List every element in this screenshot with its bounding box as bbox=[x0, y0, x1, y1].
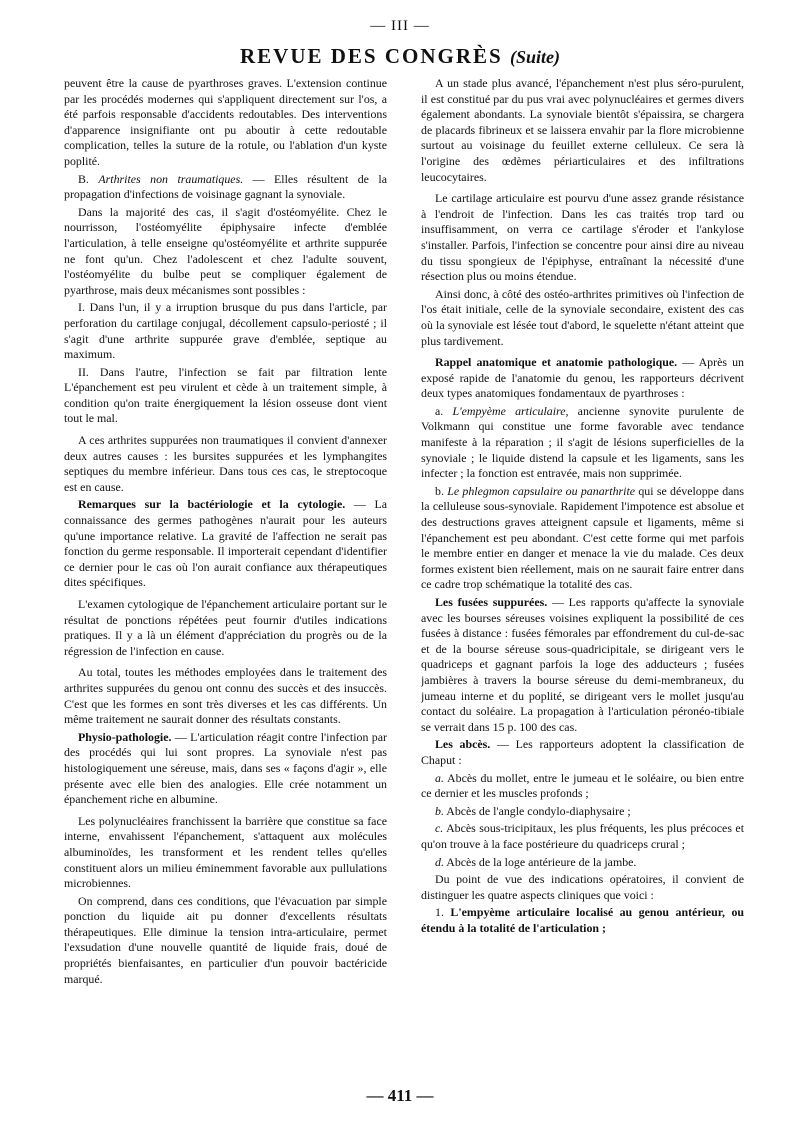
paragraph-text: — La connaissance des germes pathogènes n'aurait pour les auteurs qu'une importance relative. La gravité de l'affection ne serait pas fonction du germe responsable. Il importerait cependant d'identifier ce dernier pour le cas où l'on aurait confiance aux thérapeutiques dites spécifiques. bbox=[64, 497, 387, 590]
paragraph-text: — Les rapports qu'affecte la synoviale avec les bourses séreuses voisines expliquent la possibilité de ces fusées à distance : fusées fémorales par effondrement du cul-de-sac et de la bourse séreuse sous-quadricipitale, se dirigeant vers le quadriceps et gagnant parfois la loge des adducteurs ; fusées jambières à travers la bourse séreuse du demi-membraneux, du jumeau interne et du poplité, se dirigeant vers le mollet jusqu'au contact du soléaire. La propagation à l'articulation péronéo-tibiale se verrait dans 15 p. 100 des cas. bbox=[421, 595, 744, 734]
paragraph bbox=[421, 905, 744, 936]
paragraph bbox=[64, 730, 387, 808]
paragraph bbox=[421, 76, 744, 185]
paragraph bbox=[64, 205, 387, 299]
section-heading: Rappel anatomique et anatomie pathologique. bbox=[435, 355, 678, 370]
paragraph-text: Au total, toutes les méthodes employées dans le traitement des arthrites suppurées du genou ont connu des succès et des insuccès. C'est que les formes en sont très diverses et les cas différents. Un même traitement ne saurait donner des résultats constants. bbox=[64, 665, 387, 727]
paragraph-text: II. Dans l'autre, l'infection se fait par filtration lente L'épanchement est peu virulent et cède à un traitement simple, à condition qu'on traite énergiquement la lésion osseuse dont vient tout le mal. bbox=[64, 364, 387, 426]
paragraph bbox=[421, 191, 744, 285]
running-header bbox=[0, 44, 800, 69]
italic-label: Arthrites non traumatiques. bbox=[98, 171, 244, 186]
page-number: — 411 — bbox=[366, 1086, 434, 1105]
paragraph-text: ancienne synovite purulente de Volkmann qui constitue une forme favorable avec tendance manifeste à la réparation ; il s'agit de lésions superficielles de la synoviale ; le liquide distend la capsule et les ligaments, sans les infecter ; la fonction est entravée, mais non supprimée. bbox=[421, 403, 744, 481]
paragraph bbox=[421, 737, 744, 768]
paragraph-text: Abcès de l'angle condylo-diaphysaire ; bbox=[443, 803, 631, 818]
paragraph bbox=[421, 595, 744, 735]
left-column bbox=[64, 76, 387, 1086]
paragraph-text: peuvent être la cause de pyarthroses graves. L'extension continue par les procédés modernes qui s'appliquent directement sur l'os, a été parfois responsable d'accidents redoutables. Des interventions d'apparence insignifiante ont pu aboutir à cette redoutable complication, telles la suture de la rotule, ou l'ablation d'un kyste poplité. bbox=[64, 76, 387, 168]
paragraph-text: Abcès de la loge antérieure de la jambe. bbox=[443, 854, 637, 869]
paragraph-text: Ainsi donc, à côté des ostéo-arthrites primitives où l'infection de l'os était initiale, celle de la synoviale secondaire, existent des cas où la synoviale est lésée tout d'abord, le squelette n'étant atteint que plus tardivement. bbox=[421, 286, 744, 348]
header-title: REVUE DES CONGRÈS bbox=[240, 44, 503, 68]
paragraph-text: qui se développe dans la celluleuse sous-synoviale. Rapidement l'impotence est absolue et des destructions graves atteignent capsule et ligaments, même si l'épanchement est peu abondant. C'est cette forme qui met parfois le membre entier en danger et menace la vie du malade. Ces deux formes existent bien réellement, mais on ne saurait faire entrer dans ce cadre trop schématique la totalité des cas. bbox=[421, 483, 744, 592]
right-column bbox=[421, 76, 744, 1086]
paragraph bbox=[421, 484, 744, 593]
paragraph bbox=[64, 365, 387, 427]
italic-label: L'empyème articulaire, bbox=[452, 403, 569, 418]
italic-label: Le phlegmon capsulaire ou panarthrite bbox=[447, 483, 636, 498]
paragraph bbox=[421, 821, 744, 852]
paragraph-text: — Les rapporteurs adoptent la classification de Chaput : bbox=[421, 737, 744, 767]
paragraph-text: — Après un exposé rapide de l'anatomie du genou, les rapporteurs décrivent deux types anatomiques fondamentaux de pyarthroses : bbox=[421, 355, 744, 401]
paragraph bbox=[421, 355, 744, 402]
paragraph bbox=[421, 872, 744, 903]
paragraph-text: Le cartilage articulaire est pourvu d'une assez grande résistance à l'endroit de l'infection. Dans les cas traités trop tard ou insuffisamment, on verra ce cartilage s'éroder et l'ankylose s'installer. Parfois, l'infection se concentre pour ainsi dire au niveau du tissu spongieux de l'épiphyse, entraînant la nécessité d'une résection plus ou moins étendue. bbox=[421, 191, 744, 284]
italic-label: b. bbox=[435, 803, 444, 818]
paragraph-text: A ces arthrites suppurées non traumatiques il convient d'annexer deux autres causes : les bursites suppurées et les lymphangites septiques du membre inférieur. Dans tous ces cas, le streptocoque est en cause. bbox=[64, 433, 387, 494]
paragraph bbox=[421, 771, 744, 802]
paragraph bbox=[64, 597, 387, 659]
paragraph bbox=[421, 287, 744, 349]
paragraph-text: Dans la majorité des cas, il s'agit d'ostéomyélite. Chez le nourrisson, l'ostéomyélite épiphysaire infecte d'emblée l'articulation, à telle enseigne qu'ostéomyélite et arthrite suppurée ne font qu'un. Chez l'adolescent et chez l'adulte souvent, l'ostéomyélite du bulbe peut se compliquer également de pyarthrose, mais deux mécanismes sont possibles : bbox=[64, 204, 387, 297]
paragraph-text: L'examen cytologique de l'épanchement articulaire portant sur le résultat de ponctions répétées peut fournir d'utiles indications pratiques. Il y a là un élément d'appréciation du progrès ou de la régression de l'infection en cause. bbox=[64, 597, 387, 658]
list-marker: a. bbox=[435, 403, 453, 418]
paragraph bbox=[64, 300, 387, 362]
paragraph bbox=[64, 172, 387, 203]
bold-item: L'empyème articulaire localisé au genou antérieur, ou étendu à la totalité de l'articulation ; bbox=[421, 905, 744, 935]
paragraph-text: Abcès sous-tricipitaux, les plus fréquents, les plus précoces et qu'on trouve à la face postérieure du quadriceps crural ; bbox=[421, 821, 744, 851]
section-heading: Remarques sur la bactériologie et la cytologie. bbox=[78, 497, 346, 512]
list-marker: B. bbox=[78, 171, 99, 186]
paragraph bbox=[64, 76, 387, 170]
section-folio: — III — bbox=[370, 18, 430, 34]
paragraph bbox=[421, 404, 744, 482]
section-heading: Les abcès. bbox=[435, 737, 491, 752]
section-heading: Physio-pathologie. bbox=[78, 729, 172, 744]
paragraph-text: On comprend, dans ces conditions, que l'évacuation par simple ponction du liquide ait pu donner d'excellents résultats thérapeutiques. Elle diminue la tension intra-articulaire, permet l'exsudation d'une nouvelle quantité de liquide frais, doué de propriétés bienfaisantes, en particulier d'un pouvoir bactéricide marqué. bbox=[64, 893, 387, 986]
paragraph-text: A un stade plus avancé, l'épanchement n'est plus séro-purulent, il est constitué par du pus vrai avec polynucléaires et germes divers également abondants. La synoviale bientôt s'épaissira, se chargera de placards fibrineux et se laissera envahir par la flore microbienne surtout au voisinage du feuillet externe celluleux. Ce sera là l'origine des œdèmes périarticulaires et des infiltrations leucocytaires. bbox=[421, 76, 744, 184]
paragraph bbox=[64, 814, 387, 892]
paragraph-text: Du point de vue des indications opératoires, il convient de distinguer les quatre aspects cliniques que voici : bbox=[421, 872, 744, 902]
paragraph-text: Abcès du mollet, entre le jumeau et le soléaire, ou bien entre ce dernier et les muscles profonds ; bbox=[421, 770, 744, 801]
italic-label: c. bbox=[435, 821, 444, 836]
section-heading: Les fusées suppurées. bbox=[435, 595, 548, 609]
paragraph-text: — Elles résultent de la propagation d'infections de voisinage gagnant la synoviale. bbox=[64, 171, 387, 202]
paragraph bbox=[64, 433, 387, 495]
paragraph bbox=[64, 894, 387, 988]
list-marker: 1. bbox=[435, 905, 451, 920]
paragraph-text: Les polynucléaires franchissent la barrière que constitue sa face interne, envahissent l'épanchement, s'attaquent aux molécules albuminoïdes, les transforment et les rendent telles qu'elles constituent alors un milieu éminemment favorable aux pullulations microbiennes. bbox=[64, 813, 387, 891]
paragraph bbox=[64, 665, 387, 727]
header-suite: (Suite) bbox=[509, 47, 560, 67]
list-marker: b. bbox=[435, 483, 448, 498]
paragraph-text: I. Dans l'un, il y a irruption brusque du pus dans l'article, par perforation du cartilage conjugal, décollement capsulo-periosté ; il s'agit d'une arthrite suppurée grave d'emblée, septique au maximum. bbox=[64, 300, 387, 362]
paragraph bbox=[421, 855, 744, 871]
paragraph-text: — L'articulation réagit contre l'infection par des procédés qui lui sont propres. La synoviale n'est pas histologiquement une séreuse, mais, dans ses « façons d'agir », elle présente avec elle bien des analogies. Elle crée notamment un épanchement riche en albumine. bbox=[64, 729, 387, 807]
paragraph bbox=[421, 804, 744, 820]
paragraph bbox=[64, 497, 387, 591]
italic-label: a. bbox=[435, 770, 444, 785]
italic-label: d. bbox=[435, 854, 444, 869]
